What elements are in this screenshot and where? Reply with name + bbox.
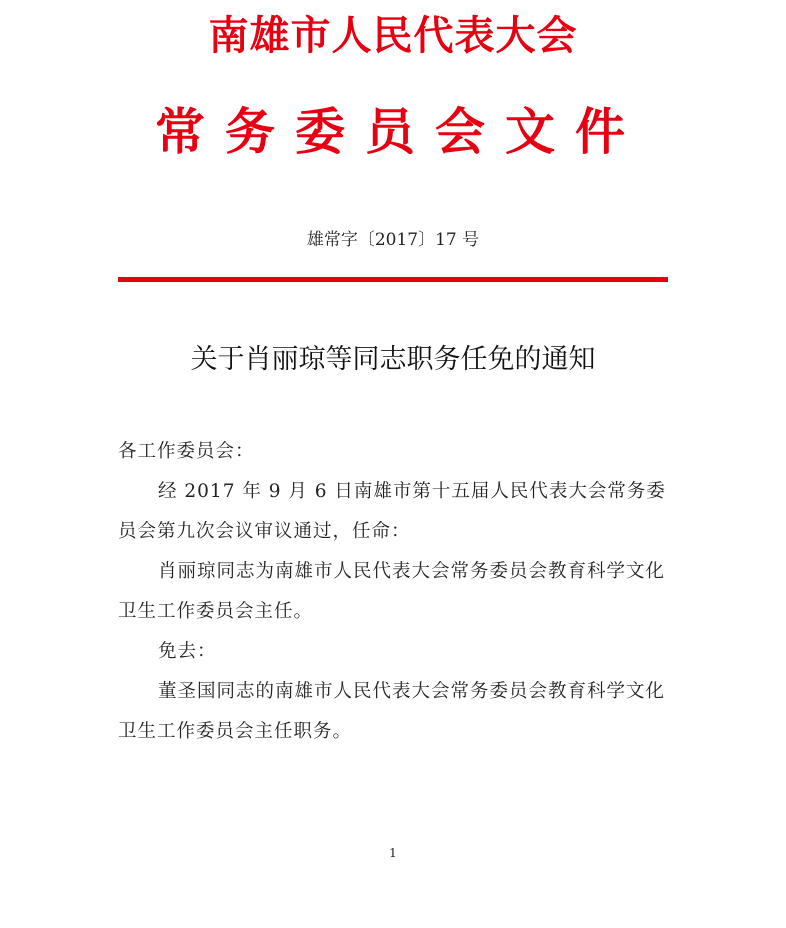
body-paragraph: 经 2017 年 9 月 6 日南雄市第十五届人民代表大会常务委员会第九次会议审议通过，任命： xyxy=(118,481,666,542)
org-name-header: 南雄市人民代表大会 xyxy=(208,13,578,59)
body-paragraph: 免去： xyxy=(158,641,217,662)
red-divider-line xyxy=(118,277,668,282)
document-number: 雄常字〔2017〕17 号 xyxy=(306,230,480,250)
page-number: 1 xyxy=(389,846,397,860)
body-paragraph: 董圣国同志的南雄市人民代表大会常务委员会教育科学文化卫生工作委员会主任职务。 xyxy=(118,681,666,742)
doc-type-header: 常务委员会文件 xyxy=(155,103,645,161)
salutation: 各工作委员会： xyxy=(118,441,255,462)
document-body xyxy=(118,432,678,752)
document-title: 关于肖丽琼等同志职务任免的通知 xyxy=(190,344,596,375)
body-paragraph: 肖丽琼同志为南雄市人民代表大会常务委员会教育科学文化卫生工作委员会主任。 xyxy=(118,561,666,622)
